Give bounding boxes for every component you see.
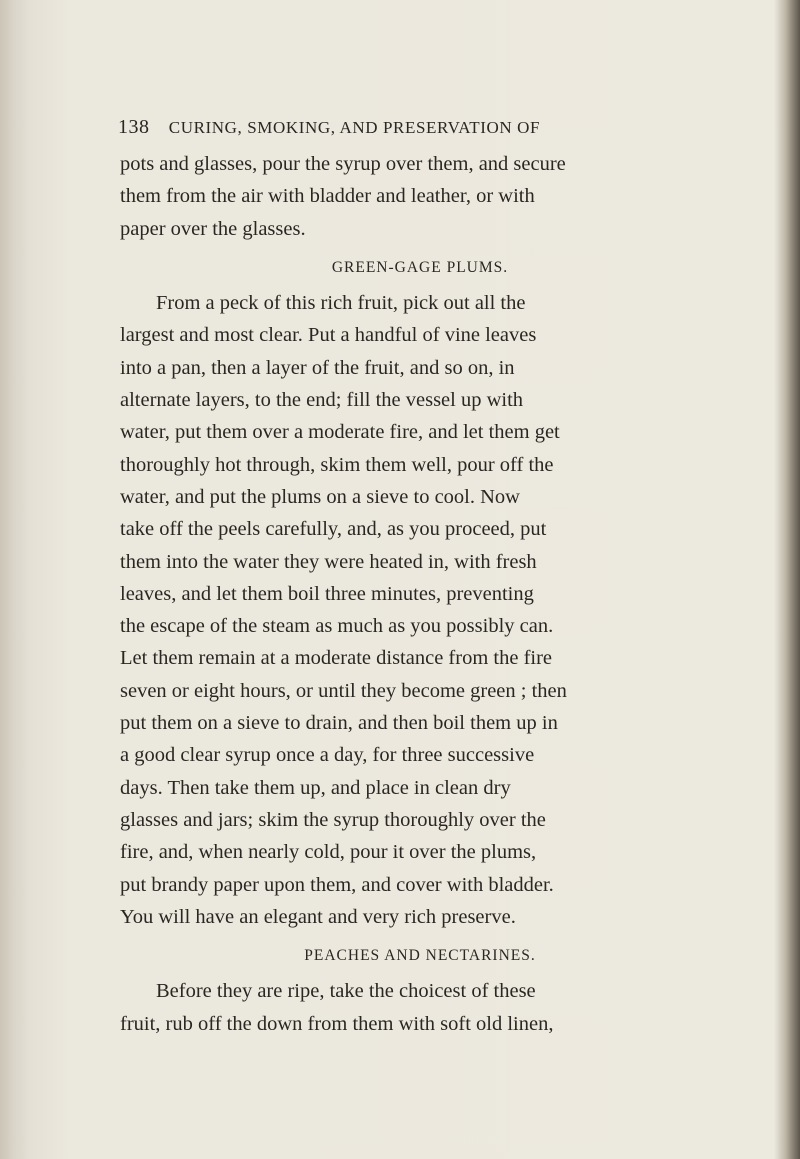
text-line: largest and most clear. Put a handful of vine leaves (120, 324, 537, 347)
page-number: 138 (118, 116, 150, 138)
text-line: put brandy paper upon them, and cover with bladder. (120, 873, 554, 896)
text-line: alternate layers, to the end; fill the vessel up with (120, 389, 524, 412)
text-line: From a peck of this rich fruit, pick out all the (156, 292, 526, 315)
text-line: glasses and jars; skim the syrup thoroughly over the (120, 808, 546, 831)
text-line: days. Then take them up, and place in clean dry (120, 776, 511, 799)
section-heading-green-gage-plums: GREEN-GAGE PLUMS. (331, 258, 509, 276)
text-line: leaves, and let them boil three minutes, preventing (120, 582, 534, 605)
section-heading-peaches-and-nectarines: PEACHES AND NECTARINES. (304, 947, 536, 965)
text-line: take off the peels carefully, and, as you proceed, put (120, 518, 547, 541)
text-line: water, put them over a moderate fire, and let them get (120, 421, 560, 444)
text-line: Before they are ripe, take the choicest of these (156, 980, 536, 1003)
text-line: Let them remain at a moderate distance from the fire (120, 647, 553, 670)
page-gutter-shadow (0, 0, 28, 1159)
text-line: the escape of the steam as much as you possibly can. (120, 615, 554, 638)
text-line: fire, and, when nearly cold, pour it over the plums, (120, 841, 537, 864)
text-line: seven or eight hours, or until they become green ; then (120, 679, 567, 702)
text-line: a good clear syrup once a day, for three successive (120, 744, 535, 767)
page-edge-shadow (774, 0, 800, 1159)
text-line: water, and put the plums on a sieve to cool. Now (120, 485, 520, 508)
body-text (120, 148, 720, 1040)
text-line: them from the air with bladder and leather, or with (120, 185, 535, 208)
text-line: them into the water they were heated in, with fresh (120, 550, 537, 573)
text-line: fruit, rub off the down from them with soft old linen, (120, 1012, 554, 1035)
running-head (118, 112, 718, 143)
text-line: put them on a sieve to drain, and then boil them up in (120, 712, 558, 735)
text-line: paper over the glasses. (120, 217, 306, 240)
text-line: pots and glasses, pour the syrup over them, and secure (120, 153, 566, 175)
text-line: into a pan, then a layer of the fruit, and so on, in (120, 356, 515, 379)
text-line: thoroughly hot through, skim them well, pour off the (120, 453, 554, 476)
text-line: You will have an elegant and very rich preserve. (120, 905, 516, 928)
running-title: CURING, SMOKING, AND PRESERVATION OF (168, 118, 541, 137)
